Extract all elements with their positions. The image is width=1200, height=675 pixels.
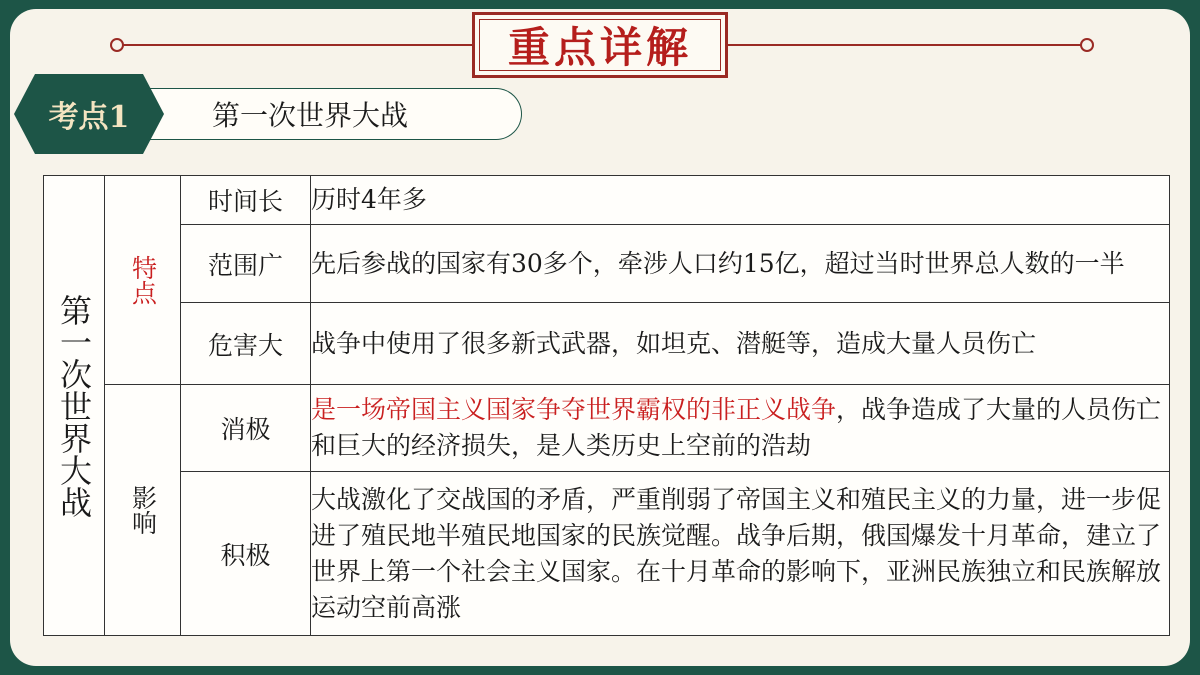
- title-decor-dot-right: [1080, 38, 1094, 52]
- sub-label: 消极: [181, 385, 311, 472]
- table-row: [44, 176, 1170, 225]
- description-cell: 战争中使用了很多新式武器，如坦克、潜艇等，造成大量人员伤亡: [311, 303, 1170, 385]
- sub-label: 积极: [181, 472, 311, 636]
- content-table: [43, 175, 1170, 636]
- title-decor-line-left: [118, 44, 478, 46]
- table-row: [44, 303, 1170, 385]
- category-features: 特点: [105, 176, 181, 385]
- table-row: [44, 225, 1170, 303]
- table-row: [44, 472, 1170, 636]
- sub-label: 危害大: [181, 303, 311, 385]
- title-decor-line-right: [722, 44, 1084, 46]
- description-cell: 先后参战的国家有30多个，牵涉人口约15亿，超过当时世界总人数的一半: [311, 225, 1170, 303]
- description-cell: 历时4年多: [311, 176, 1170, 225]
- sub-label: 时间长: [181, 176, 311, 225]
- sub-label: 范围广: [181, 225, 311, 303]
- main-heading-cell: 第一次世界大战: [44, 176, 105, 636]
- description-text: ，战争造成了大量的人员伤亡和巨大的经济损失，是人类历史上空前的浩劫: [311, 395, 1162, 460]
- table-row: [44, 385, 1170, 472]
- title-frame: [472, 12, 728, 78]
- page-title: 重点详解: [507, 23, 692, 72]
- section-title: 第一次世界大战: [212, 99, 409, 132]
- section-tag-label: 考点1: [48, 100, 130, 135]
- description-cell: 大战激化了交战国的矛盾，严重削弱了帝国主义和殖民主义的力量，进一步促进了殖民地半殖民地国家的民族觉醒。战争后期，俄国爆发十月革命，建立了世界上第一个社会主义国家。在十月革命的影响下，亚洲民族独立和民族解放运动空前高涨: [311, 472, 1170, 636]
- title-decor-dot-left: [110, 38, 124, 52]
- category-impact: 影响: [105, 385, 181, 636]
- highlight-text: 是一场帝国主义国家争夺世界霸权的非正义战争: [311, 395, 837, 424]
- description-cell: [311, 385, 1170, 472]
